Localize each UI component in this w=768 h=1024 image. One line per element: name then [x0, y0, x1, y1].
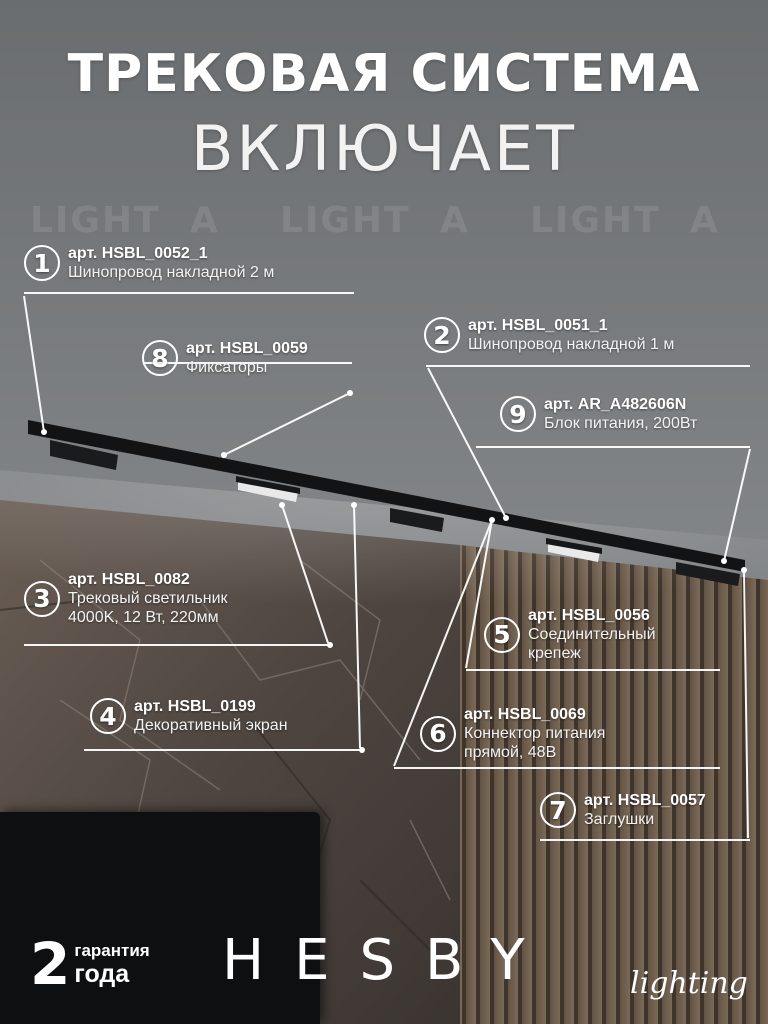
- article-number: арт. AR_A482606N: [544, 396, 687, 413]
- component-label-7: [540, 791, 706, 829]
- article-number: арт. HSBL_0056: [528, 607, 650, 624]
- number-badge: 6: [420, 716, 456, 752]
- article-number: арт. HSBL_0051_1: [468, 317, 608, 334]
- component-description: Соединительный: [528, 626, 656, 643]
- component-description: Трековый светильник: [68, 590, 228, 607]
- number-badge: 3: [24, 581, 60, 617]
- watermark-text: A: [690, 200, 720, 241]
- component-label-1: [24, 244, 274, 282]
- component-description-line2: прямой, 48В: [464, 744, 557, 761]
- article-number: арт. HSBL_0059: [186, 340, 308, 357]
- number-badge: 7: [540, 792, 576, 828]
- component-label-5: [484, 606, 656, 663]
- watermark-text: LIGHT: [280, 200, 411, 241]
- page-title: ТРЕКОВАЯ СИСТЕМА: [67, 44, 701, 104]
- component-description-line2: крепеж: [528, 645, 581, 662]
- component-label-4: [90, 697, 288, 735]
- component-description-line2: 4000K, 12 Вт, 220мм: [68, 609, 219, 626]
- component-label-3: [24, 570, 228, 627]
- brand-logo: HESBY: [222, 928, 555, 993]
- watermark-text: A: [190, 200, 220, 241]
- warranty-label: гарантия: [74, 941, 150, 960]
- warranty-badge: [30, 930, 150, 998]
- component-description: Шинопровод накладной 2 м: [68, 264, 275, 281]
- article-number: арт. HSBL_0199: [134, 698, 256, 715]
- warranty-unit: года: [74, 960, 130, 988]
- component-label-6: [420, 705, 605, 762]
- article-number: арт. HSBL_0052_1: [68, 245, 208, 262]
- number-badge: 2: [424, 317, 460, 353]
- article-number: арт. HSBL_0069: [464, 706, 586, 723]
- watermark-text: LIGHT: [530, 200, 661, 241]
- page-subtitle: ВКЛЮЧАЕТ: [190, 112, 578, 185]
- number-badge: 8: [142, 340, 178, 376]
- component-description: Шинопровод накладной 1 м: [468, 336, 675, 353]
- number-badge: 9: [500, 396, 536, 432]
- component-description: Коннектор питания: [464, 725, 606, 742]
- component-description: Декоративный экран: [134, 717, 288, 734]
- component-description: Заглушки: [584, 811, 655, 828]
- brand-tagline: lighting: [630, 966, 748, 1001]
- article-number: арт. HSBL_0082: [68, 571, 190, 588]
- component-label-9: [500, 395, 697, 433]
- component-label-8: [142, 339, 308, 377]
- watermark-text: LIGHT: [30, 200, 161, 241]
- number-badge: 4: [90, 698, 126, 734]
- number-badge: 1: [24, 245, 60, 281]
- article-number: арт. HSBL_0057: [584, 792, 706, 809]
- component-description: Блок питания, 200Вт: [544, 415, 698, 432]
- watermark-text: A: [440, 200, 470, 241]
- component-label-2: [424, 316, 674, 354]
- number-badge: 5: [484, 617, 520, 653]
- component-description: Фиксаторы: [186, 359, 268, 376]
- warranty-years: 2: [30, 930, 71, 998]
